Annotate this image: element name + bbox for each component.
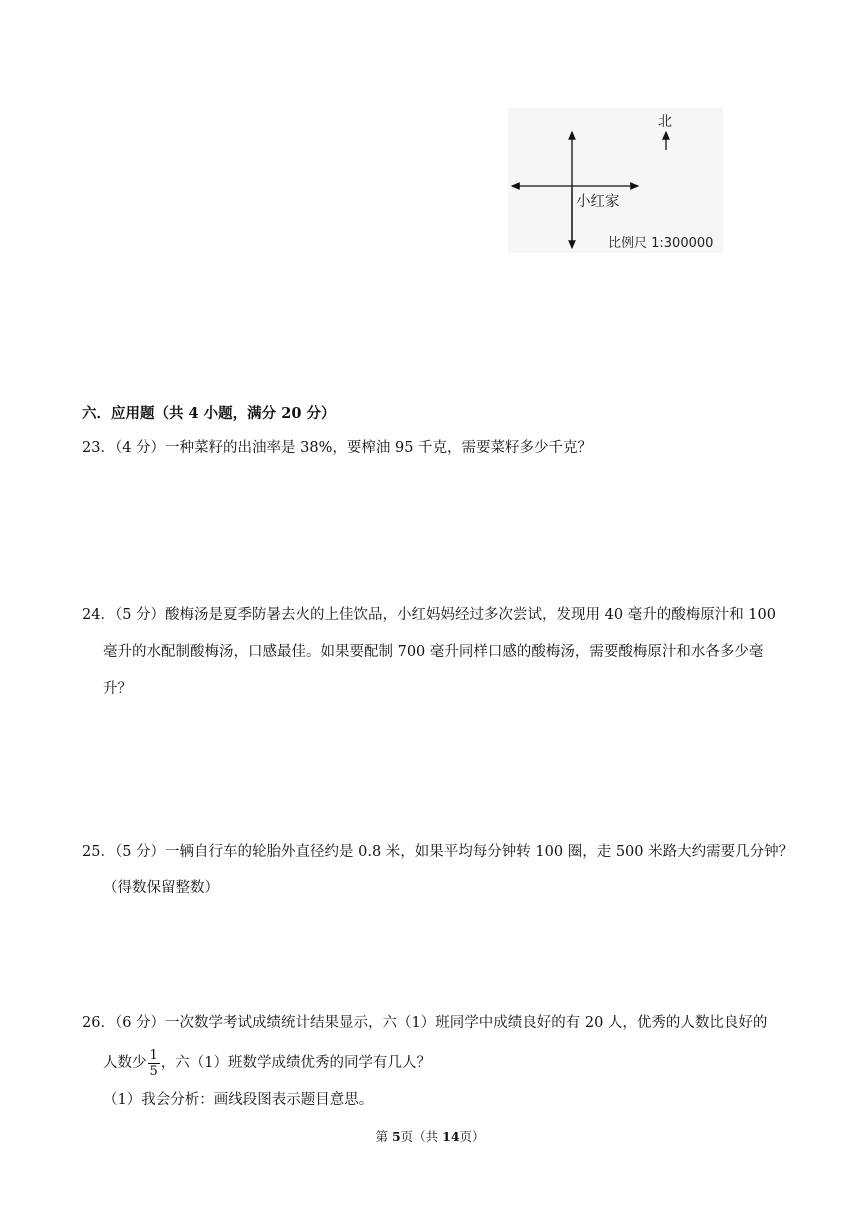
question-26-sub-1: （1）我会分析：画线段图表示题目意思。 <box>103 1092 374 1108</box>
question-25-line-1: 25．（5 分）一辆自行车的轮胎外直径约是 0.8 米，如果平均每分钟转 100 圈，走 500 米路大约需要几分钟？ <box>82 844 794 860</box>
question-23: 23．（4 分）一种菜籽的出油率是 38%，要榨油 95 千克，需要菜籽多少千克？ <box>82 440 593 456</box>
question-25-line-2: （得数保留整数） <box>103 880 219 896</box>
footer-total-pages: 14 <box>442 1129 460 1144</box>
question-24-line-1: 24．（5 分）酸梅汤是夏季防暑去火的上佳饮品，小红妈妈经过多次尝试，发现用 40 毫升的酸梅原汁和 100 <box>82 607 776 623</box>
scale-label: 比例尺 1:300000 <box>608 236 714 251</box>
map-figure <box>508 108 723 253</box>
footer-middle: 页（共 <box>400 1129 443 1144</box>
question-26-line-1: 26．（6 分）一次数学考试成绩统计结果显示，六（1）班同学中成绩良好的有 20 人，优秀的人数比良好的 <box>82 1015 768 1031</box>
question-26-text-before: 人数少 <box>103 1055 147 1071</box>
question-24-line-2: 毫升的水配制酸梅汤，口感最佳。如果要配制 700 毫升同样口感的酸梅汤，需要酸梅原汁和水各多少毫 <box>103 644 764 660</box>
question-26-line-2 <box>103 1045 431 1081</box>
question-24-line-3: 升？ <box>103 681 132 697</box>
fraction-one-fifth <box>148 1048 160 1079</box>
fraction-numerator: 1 <box>149 1047 158 1063</box>
footer-suffix: 页） <box>459 1129 485 1144</box>
home-label: 小红家 <box>576 194 620 210</box>
footer-prefix: 第 <box>375 1129 392 1144</box>
fraction-denominator: 5 <box>149 1063 158 1079</box>
north-label: 北 <box>658 114 672 130</box>
page-footer <box>0 1127 860 1145</box>
question-26-text-after: ，六（1）班数学成绩优秀的同学有几人？ <box>160 1055 432 1071</box>
section-title: 六．应用题（共 4 小题，满分 20 分） <box>82 405 336 422</box>
footer-page-number: 5 <box>391 1129 401 1144</box>
